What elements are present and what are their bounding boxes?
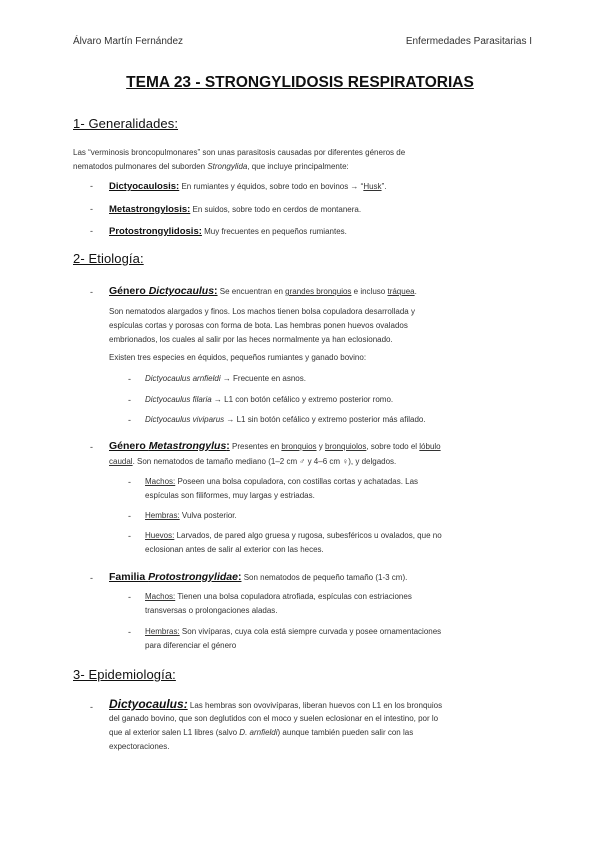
trait-item-machos bbox=[145, 590, 412, 604]
bullet-dash: - bbox=[128, 627, 131, 637]
section-heading-etiologia: 2- Etiología: bbox=[73, 251, 144, 266]
genus-colon: : bbox=[226, 440, 230, 452]
species-name: Dictyocaulus filaria bbox=[145, 395, 212, 404]
genus-text: . bbox=[414, 287, 417, 296]
item-label: Protostrongylidosis: bbox=[109, 226, 202, 237]
bullet-dash: - bbox=[90, 442, 93, 452]
epidemiology-line1 bbox=[109, 697, 442, 713]
bullet-dash: - bbox=[90, 204, 93, 214]
trait-item-machos-cont: espículas son filiformes, muy largas y estriadas. bbox=[145, 491, 315, 500]
bullet-dash: - bbox=[128, 374, 131, 384]
species-item bbox=[145, 413, 426, 427]
family-text: Son nematodos de pequeño tamaño (1-3 cm). bbox=[241, 573, 408, 582]
trait-item-huevos bbox=[145, 529, 442, 543]
trait-label: Machos: bbox=[145, 592, 176, 601]
family-colon: : bbox=[237, 571, 242, 583]
bullet-dash: - bbox=[128, 477, 131, 487]
location-term: grandes bronquios bbox=[285, 287, 352, 296]
paragraph-intro-line2 bbox=[73, 160, 349, 174]
location-term: bronquios bbox=[281, 442, 317, 451]
trait-label: Huevos: bbox=[145, 531, 175, 540]
paragraph-line: Son nematodos alargados y finos. Los machos tienen bolsa copuladora desarrollada y bbox=[109, 307, 415, 316]
location-term: tráquea bbox=[387, 287, 415, 296]
paragraph-line: espículas cortas y porosas con forma de bota. Las hembras ponen huevos ovalados bbox=[109, 321, 408, 330]
bullet-dash: - bbox=[90, 287, 93, 297]
genus-metastrongylus-line2 bbox=[109, 455, 396, 469]
item-text: En rumiantes y équidos, sobre todo en bovinos → “ bbox=[179, 182, 364, 191]
trait-item-machos-cont: transversas o prolongaciones aladas. bbox=[145, 606, 278, 615]
section-heading-epidemiologia: 3- Epidemiología: bbox=[73, 667, 176, 682]
bullet-dash: - bbox=[90, 573, 93, 583]
location-term: bronquiolos bbox=[324, 442, 367, 451]
header-course: Enfermedades Parasitarias I bbox=[405, 36, 532, 47]
family-label bbox=[109, 571, 241, 583]
intro-text-end: , que incluye principalmente: bbox=[247, 162, 349, 171]
section-heading-generalidades: 1- Generalidades: bbox=[73, 116, 179, 131]
trait-item-hembras bbox=[145, 509, 237, 523]
list-item-dictyocaulosis bbox=[109, 180, 386, 194]
trait-item-hembras-cont: para diferenciar el género bbox=[145, 641, 237, 650]
bullet-dash: - bbox=[128, 395, 131, 405]
genus-label bbox=[109, 440, 230, 452]
genus-text: , sobre todo el bbox=[366, 442, 420, 451]
bullet-dash: - bbox=[128, 511, 131, 521]
genus-text: y bbox=[316, 442, 325, 451]
species-name: Dictyocaulus arnfieldi bbox=[145, 374, 221, 383]
intro-text: nematodos pulmonares del suborden bbox=[73, 162, 208, 171]
bullet-dash: - bbox=[128, 592, 131, 602]
intro-suborder: Strongylida bbox=[207, 162, 248, 171]
trait-item-huevos-cont: eclosionan antes de salir al exterior con las heces. bbox=[145, 545, 324, 554]
species-text: → Frecuente en asnos. bbox=[220, 374, 306, 383]
bullet-dash: - bbox=[90, 702, 93, 712]
family-protostrongylidae-line bbox=[109, 570, 407, 585]
trait-label: Hembras: bbox=[145, 627, 180, 636]
trait-text: Tienen una bolsa copuladora atrofiada, espículas con estriaciones bbox=[175, 592, 412, 601]
item-text: En suidos, sobre todo en cerdos de montanera. bbox=[190, 205, 362, 214]
location-term: lóbulo bbox=[419, 442, 441, 451]
epidemiology-line4: expectoraciones. bbox=[109, 742, 170, 751]
family-name: Protostrongylidae bbox=[148, 571, 238, 583]
item-text: Muy frecuentes en pequeños rumiantes. bbox=[201, 227, 347, 236]
epidemiology-text: que al exterior salen L1 libres (salvo bbox=[109, 728, 240, 737]
trait-text: Vulva posterior. bbox=[179, 511, 237, 520]
trait-text: Larvados, de pared algo gruesa y rugosa, subesféricos u ovalados, que no bbox=[174, 531, 442, 540]
genus-prefix: Género bbox=[109, 440, 149, 452]
genus-text: Se encuentran en bbox=[217, 287, 286, 296]
bullet-dash: - bbox=[128, 415, 131, 425]
genus-name: Dictyocaulus: bbox=[109, 697, 188, 711]
trait-item-hembras bbox=[145, 625, 441, 639]
species-text: → L1 sin botón cefálico y extremo posterior más afilado. bbox=[224, 415, 426, 424]
bullet-dash: - bbox=[90, 226, 93, 236]
epidemiology-text: Las hembras son ovovivíparas, liberan huevos con L1 en los bronquios bbox=[187, 701, 443, 710]
bullet-dash: - bbox=[128, 531, 131, 541]
list-item-protostrongylidosis bbox=[109, 225, 347, 239]
item-label: Metastrongylosis: bbox=[109, 204, 191, 215]
trait-item-machos bbox=[145, 475, 418, 489]
header-author: Álvaro Martín Fernández bbox=[73, 36, 184, 47]
genus-name: Dictyocaulus bbox=[148, 285, 215, 297]
page-title: TEMA 23 - STRONGYLIDOSIS RESPIRATORIAS bbox=[126, 74, 474, 91]
genus-label bbox=[109, 285, 218, 297]
epidemiology-text: ) aunque también pueden salir con las bbox=[277, 728, 414, 737]
genus-prefix: Género bbox=[109, 285, 149, 297]
epidemiology-line3 bbox=[109, 726, 413, 740]
trait-label: Machos: bbox=[145, 477, 176, 486]
genus-text: e incluso bbox=[351, 287, 388, 296]
genus-metastrongylus-line1 bbox=[109, 439, 441, 454]
location-term: caudal bbox=[109, 457, 133, 466]
species-name: D. arnfieldi bbox=[239, 728, 278, 737]
paragraph-line: embrionados, los cuales al salir por las heces normalmente ya han eclosionado. bbox=[109, 335, 393, 344]
husk-link[interactable]: Husk bbox=[363, 182, 382, 191]
list-item-metastrongylosis bbox=[109, 203, 361, 217]
family-prefix: Familia bbox=[109, 571, 149, 583]
trait-label: Hembras: bbox=[145, 511, 180, 520]
trait-text: Poseen una bolsa copuladora, con costillas cortas y achatadas. Las bbox=[175, 477, 419, 486]
genus-text: Presentes en bbox=[229, 442, 282, 451]
genus-colon: : bbox=[214, 285, 218, 297]
bullet-dash: - bbox=[90, 181, 93, 191]
species-text: → L1 con botón cefálico y extremo posterior romo. bbox=[211, 395, 394, 404]
paragraph-line: Existen tres especies en équidos, pequeños rumiantes y ganado bovino: bbox=[109, 353, 367, 362]
genus-dictyocaulus-line bbox=[109, 284, 417, 299]
species-name: Dictyocaulus viviparus bbox=[145, 415, 225, 424]
genus-name: Metastrongylus bbox=[148, 440, 227, 452]
item-label: Dictyocaulosis: bbox=[109, 181, 180, 192]
species-item bbox=[145, 372, 306, 386]
paragraph-intro-line1: Las “verminosis broncopulmonares” son unas parasitosis causadas por diferentes géneros de bbox=[73, 148, 406, 157]
genus-text: . Son nematodos de tamaño mediano (1–2 cm ♂ y 4–6 cm ♀), y delgados. bbox=[132, 457, 397, 466]
species-item bbox=[145, 393, 393, 407]
trait-text: Son vivíparas, cuya cola está siempre curvada y posee ornamentaciones bbox=[179, 627, 442, 636]
item-text-end: ”. bbox=[381, 182, 387, 191]
epidemiology-line2: del ganado bovino, que son deglutidos con el moco y suelen eclosionar en el intestino, por lo bbox=[109, 714, 439, 723]
